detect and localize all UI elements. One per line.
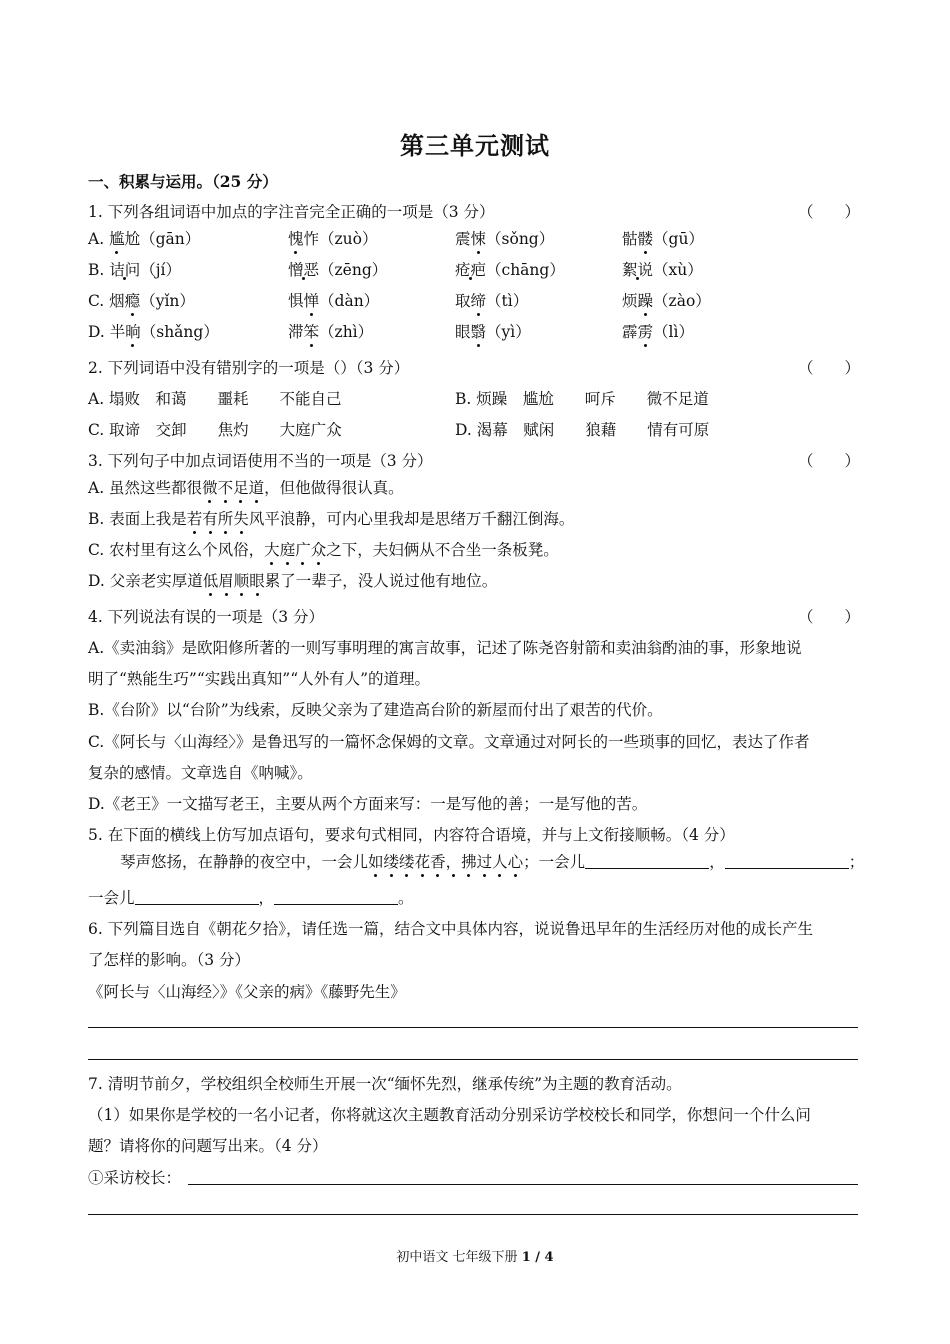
q3-stem: 3. 下列句子中加点词语使用不当的一项是（3 分） <box>88 452 433 470</box>
q1-option-item: 霹雳（lì） <box>622 323 694 341</box>
q3-option-d: D. 父亲老实厚道低眉顺眼累了一辈子，没人说过他有地位。 <box>88 572 498 590</box>
q1-option-item: 眼翳（yì） <box>455 323 531 341</box>
q1-option-item: 絮说（xù） <box>622 261 703 279</box>
page-footer: 初中语文 七年级下册 1 / 4 <box>396 1250 554 1265</box>
dotted-char: 惮 <box>303 292 320 310</box>
q5-stem: 5. 在下面的横线上仿写加点语句，要求句式相同，内容符合语境，并与上文衔接顺畅。（4 分） <box>88 826 735 844</box>
q4-option-a-line1: A.《卖油翁》是欧阳修所著的一则写事明理的寓言故事，记述了陈尧咨射箭和卖油翁酌油的事，形象地说 <box>88 639 802 657</box>
q4-option-a-line2: 明了“熟能生巧”“实践出真知”“人外有人”的道理。 <box>88 670 431 688</box>
q1-option-item: B. 诘问（jí） <box>88 261 182 279</box>
dotted-phrase: 微不足道 <box>202 479 265 497</box>
q4-answer-bracket: （ ） <box>798 608 861 626</box>
q3-answer-bracket: （ ） <box>798 452 861 470</box>
q4-option-c-line2: 复杂的感情。文章选自《呐喊》。 <box>88 764 313 782</box>
dotted-char: 愧 <box>288 230 304 248</box>
q1-option-item: 震悚（sǒng） <box>455 230 555 248</box>
q1-option-item: 滞笨（zhì） <box>288 323 374 341</box>
q1-option-item: 烦躁（zào） <box>622 292 711 310</box>
page-title: 第三单元测试 <box>400 131 550 160</box>
q2-option-a: A. 塌败 和蔼 噩耗 不能自己 <box>88 390 342 408</box>
q2-option-d: D. 渴幕 赋闲 狼藉 情有可原 <box>455 421 710 439</box>
q5-line2: 一会儿 ， 。 <box>88 889 414 907</box>
answer-line[interactable] <box>88 1214 858 1215</box>
q1-option-item: A. 尴尬（gān） <box>88 230 201 248</box>
fill-blank-1[interactable] <box>585 852 709 869</box>
q1-answer-bracket: （ ） <box>798 203 861 221</box>
q1-option-item: C. 烟瘾（yǐn） <box>88 292 195 310</box>
q1-option-item: 骷髅（gū） <box>622 230 704 248</box>
q1-option-item: 憎恶（zēng） <box>288 261 388 279</box>
q4-stem: 4. 下列说法有误的一项是（3 分） <box>88 608 325 626</box>
q7-stem: 7. 清明节前夕，学校组织全校师生开展一次“缅怀先烈，继承传统”为主题的教育活动。 <box>88 1075 682 1093</box>
q1-option-item: D. 半晌（shǎng） <box>88 323 219 341</box>
dotted-char: 笨 <box>303 323 320 341</box>
dotted-char: 缔 <box>470 292 487 310</box>
dotted-char: 翳 <box>470 323 487 341</box>
dotted-char: 髅 <box>637 230 654 248</box>
dotted-char: 尴 <box>109 230 125 248</box>
q2-answer-bracket: （ ） <box>798 359 861 377</box>
answer-line[interactable] <box>88 1027 858 1028</box>
q6-stem-line1: 6. 下列篇目选自《朝花夕拾》，请任选一篇，结合文中具体内容，说说鲁迅早年的生活经历对他的成长产生 <box>88 920 813 938</box>
q7-principal-label: ①采访校长： <box>88 1169 182 1187</box>
dotted-phrase: 大庭广众 <box>264 541 327 559</box>
q4-option-d: D.《老王》一文描写老王，主要从两个方面来写：一是写他的善；一是写他的苦。 <box>88 795 648 813</box>
q2-option-b: B. 烦躁 尴尬 呵斥 微不足道 <box>455 390 709 408</box>
q6-stem-line2: 了怎样的影响。（3 分） <box>88 951 251 969</box>
q7-sub1-line1: （1）如果你是学校的一名小记者，你将就这次主题教育活动分别采访学校校长和同学，你想问一个什么问 <box>88 1106 811 1124</box>
answer-line[interactable] <box>88 1059 858 1060</box>
page-number: 1 / 4 <box>521 1250 554 1265</box>
dotted-char: 瘾 <box>124 292 141 310</box>
q2-stem: 2. 下列词语中没有错别字的一项是（）（3 分） <box>88 359 410 377</box>
dotted-phrase: 若有所失 <box>186 510 249 528</box>
fill-blank-3[interactable] <box>135 888 259 905</box>
q1-option-item: 愧怍（zuò） <box>288 230 378 248</box>
q2-option-c: C. 取谛 交卸 焦灼 大庭广众 <box>88 421 342 439</box>
answer-line[interactable] <box>188 1184 858 1185</box>
section-heading: 一、积累与运用。（25 分） <box>88 172 278 191</box>
q4-option-b: B.《台阶》以“台阶”为线索，反映父亲为了建造高台阶的新屋而付出了艰苦的代价。 <box>88 701 663 719</box>
q4-option-c-line1: C.《阿长与〈山海经〉》是鲁迅写的一篇怀念保姆的文章。文章通过对阿长的一些琐事的回忆，表达了作者 <box>88 733 810 751</box>
q1-stem: 1. 下列各组词语中加点的字注音完全正确的一项是（3 分） <box>88 203 495 221</box>
dotted-phrase: 低眉顺眼 <box>202 572 265 590</box>
q5-line1: 琴声悠扬，在静静的夜空中，一会儿如缕缕花香，拂过人心；一会儿 ， ； <box>120 853 865 871</box>
dotted-char: 悚 <box>470 230 487 248</box>
q6-titles: 《阿长与〈山海经〉》《父亲的病》《藤野先生》 <box>88 983 406 1001</box>
fill-blank-2[interactable] <box>725 852 849 869</box>
fill-blank-4[interactable] <box>274 888 398 905</box>
q7-sub1-line2: 题？请将你的问题写出来。（4 分） <box>88 1137 328 1155</box>
q1-option-item: 疮疤（chāng） <box>455 261 565 279</box>
dotted-char: 躁 <box>637 292 654 310</box>
q3-option-b: B. 表面上我是若有所失风平浪静，可内心里我却是思绪万千翻江倒海。 <box>88 510 575 528</box>
q3-option-a: A. 虽然这些都很微不足道，但他做得很认真。 <box>88 479 404 497</box>
dotted-char: 晌 <box>125 323 141 341</box>
q1-option-item: 惧惮（dàn） <box>288 292 380 310</box>
q3-option-c: C. 农村里有这么个风俗，大庭广众之下，夫妇俩从不合坐一条板凳。 <box>88 541 559 559</box>
dotted-char: 雳 <box>637 323 654 341</box>
dotted-phrase: 如缕缕花香，拂过人心 <box>368 853 524 871</box>
q1-option-item: 取缔（tì） <box>455 292 529 310</box>
